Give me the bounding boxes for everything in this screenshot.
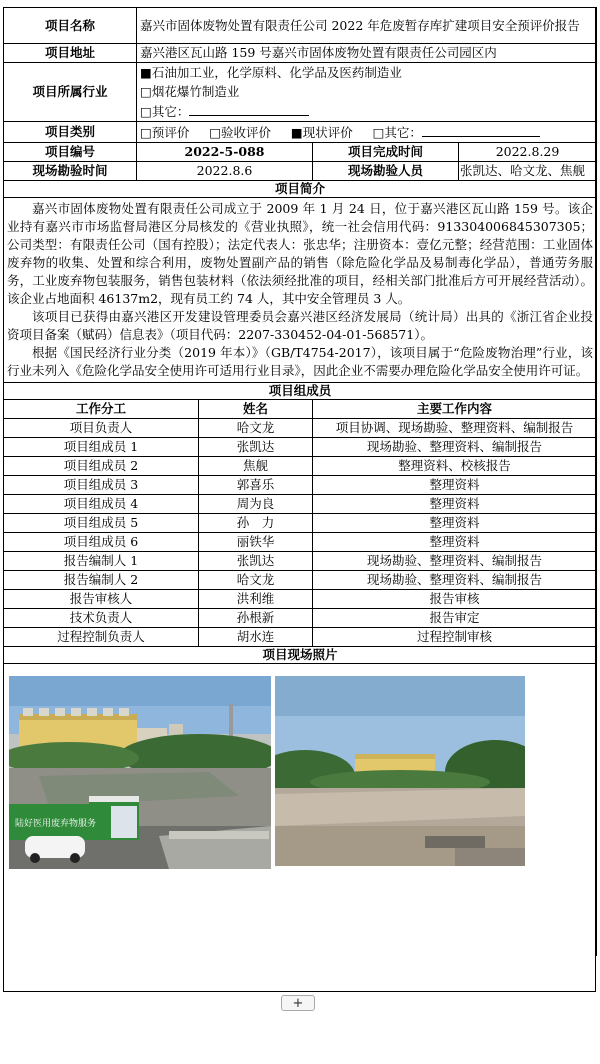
member-name: 孙根新 — [199, 608, 313, 627]
category-label: 项目类别 — [4, 122, 137, 143]
member-work: 现场勘验、整理资料、编制报告 — [313, 437, 597, 456]
finish-time-label: 项目完成时间 — [313, 143, 459, 162]
member-name: 哈文龙 — [199, 570, 313, 589]
add-button[interactable]: + — [281, 995, 315, 1011]
member-work: 报告审定 — [313, 608, 597, 627]
intro-paragraph: 该项目已获得由嘉兴港区开发建设管理委员会嘉兴港区经济发展局（统计局）出具的《浙江省企业投资项目备案（赋码）信息表》（项目代码：2207-330452-04-01-568571）。 — [7, 309, 594, 342]
member-role: 报告审核人 — [4, 589, 199, 608]
industry-option-text: 石油加工业，化学原料、化学品及医药制造业 — [151, 65, 402, 80]
surveyor-value: 张凯达、哈文龙、焦舰 — [459, 162, 597, 181]
category-option-text: 其它： — [384, 125, 422, 140]
checkbox[interactable]: □ — [140, 104, 152, 119]
member-name: 哈文龙 — [199, 418, 313, 437]
member-role: 项目组成员 4 — [4, 494, 199, 513]
checkbox[interactable]: □ — [140, 125, 152, 140]
member-name: 张凯达 — [199, 437, 313, 456]
project-address-value: 嘉兴港区瓦山路 159 号嘉兴市固体废物处置有限责任公司园区内 — [137, 44, 597, 63]
member-role: 项目组成员 5 — [4, 513, 199, 532]
checkbox[interactable]: □ — [372, 125, 385, 140]
category-option-text: 预评价 — [151, 125, 190, 140]
intro-paragraph: 嘉兴市固体废物处置有限责任公司成立于 2009 年 1 月 24 日，位于嘉兴港区瓦山路 159 号。该企业持有嘉兴市市场监督局港区分局核发的《营业执照》，统一社会信用代码：913304006845307305；公司类型：有限责任公司（国有控股）；法定代表人：张忠华；注册资本：壹亿元整；经营范围：工业固体废弃物的收集、处置和综合利用，废物处置副产品的销售（除危险化学品及易制毒化学品），普通劳务服务，工业废弃物包装服务，销售包装材料（依法须经批准的项目，经相关部门批准后方可开展经营活动）。该企业占地面积 46137m2，现有员工约 74 人，其中安全管理员 3 人。 — [7, 201, 594, 306]
project-address-label: 项目地址 — [4, 44, 137, 63]
members-col-work: 主要工作内容 — [313, 400, 597, 419]
category-option-text: 现状评价 — [302, 125, 353, 140]
category-option-text: 验收评价 — [221, 125, 272, 140]
project-name-value: 嘉兴市固体废物处置有限责任公司 2022 年危废暂存库扩建项目安全预评价报告 — [137, 8, 597, 44]
member-name: 周为良 — [199, 494, 313, 513]
checkbox-checked[interactable]: ■ — [290, 125, 303, 140]
member-role: 项目组成员 2 — [4, 456, 199, 475]
document-frame — [3, 7, 596, 992]
member-role: 过程控制负责人 — [4, 627, 199, 646]
industry-option-text: 其它： — [151, 104, 190, 119]
member-role: 报告编制人 2 — [4, 570, 199, 589]
member-name: 胡水连 — [199, 627, 313, 646]
member-work: 现场勘验、整理资料、编制报告 — [313, 551, 597, 570]
member-name: 洪利维 — [199, 589, 313, 608]
member-role: 项目组成员 6 — [4, 532, 199, 551]
checkbox[interactable]: □ — [140, 84, 152, 99]
member-name: 郭喜乐 — [199, 475, 313, 494]
member-name: 焦舰 — [199, 456, 313, 475]
member-name: 张凯达 — [199, 551, 313, 570]
project-name-label: 项目名称 — [4, 8, 137, 44]
member-role: 项目负责人 — [4, 418, 199, 437]
member-name: 丽铁华 — [199, 532, 313, 551]
intro-paragraph: 根据《国民经济行业分类（2019 年本）》（GB/T4754-2017），该项目属于“危险废物治理”行业，该行业未列入《危险化学品安全使用许可适用行业目录》，因此企业不需要办理危险化学品安全使用许可证。 — [7, 345, 594, 378]
member-work: 整理资料 — [313, 475, 597, 494]
survey-time-label: 现场勘验时间 — [4, 162, 137, 181]
member-work: 整理资料 — [313, 513, 597, 532]
member-work: 过程控制审核 — [313, 627, 597, 646]
project-number-label: 项目编号 — [4, 143, 137, 162]
checkbox-checked[interactable]: ■ — [140, 65, 152, 80]
member-work: 项目协调、现场勘验、整理资料、编制报告 — [313, 418, 597, 437]
survey-time-value: 2022.8.6 — [137, 162, 313, 181]
member-role: 报告编制人 1 — [4, 551, 199, 570]
surveyor-label: 现场勘验人员 — [313, 162, 459, 181]
industry-option-text: 烟花爆竹制造业 — [151, 84, 240, 99]
intro-heading: 项目简介 — [4, 181, 597, 198]
member-role: 项目组成员 3 — [4, 475, 199, 494]
member-work: 整理资料 — [313, 532, 597, 551]
photos-heading: 项目现场照片 — [4, 646, 597, 663]
members-col-name: 姓名 — [199, 400, 313, 419]
member-work: 报告审核 — [313, 589, 597, 608]
container-sign: 陆好医用废弃物服务 — [15, 818, 97, 829]
member-work: 整理资料、校核报告 — [313, 456, 597, 475]
member-role: 技术负责人 — [4, 608, 199, 627]
members-col-role: 工作分工 — [4, 400, 199, 419]
project-number-value: 2022-5-088 — [137, 143, 313, 162]
industry-label: 项目所属行业 — [4, 63, 137, 122]
finish-time-value: 2022.8.29 — [459, 143, 597, 162]
member-name: 孙 力 — [199, 513, 313, 532]
members-heading: 项目组成员 — [4, 383, 597, 400]
member-work: 整理资料 — [313, 494, 597, 513]
member-work: 现场勘验、整理资料、编制报告 — [313, 570, 597, 589]
member-role: 项目组成员 1 — [4, 437, 199, 456]
checkbox[interactable]: □ — [209, 125, 222, 140]
